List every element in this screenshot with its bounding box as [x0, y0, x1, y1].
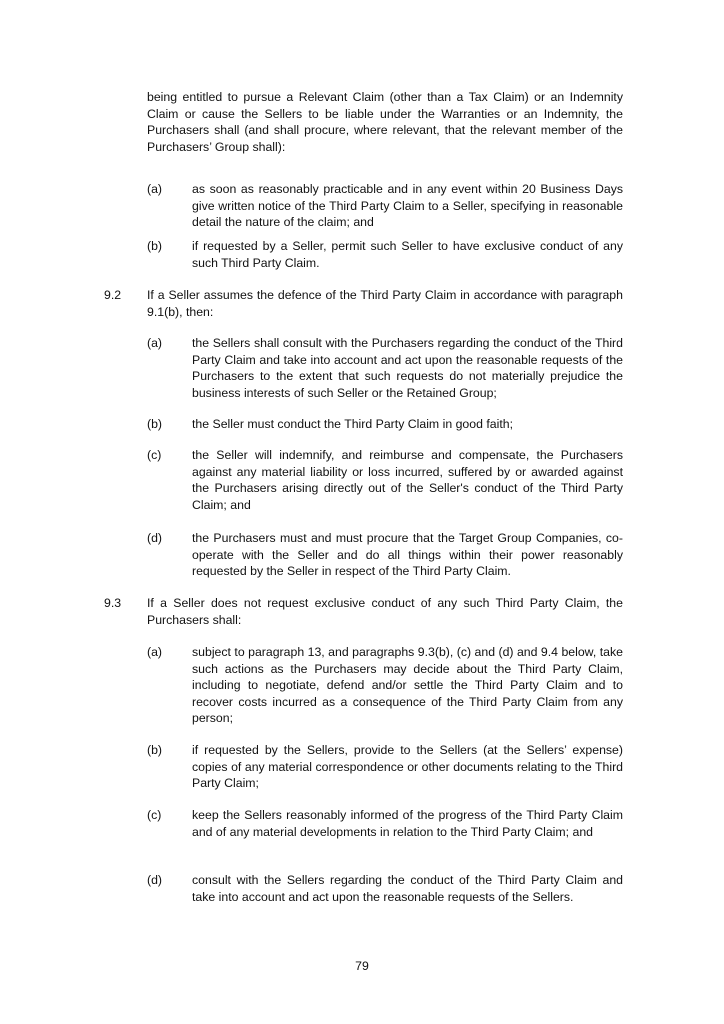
page-number: 79	[355, 959, 369, 973]
clause-9-3-item-c-text: keep the Sellers reasonably informed of the progress of the Third Party Claim and of any material developments in relation to the Third Party Claim; and	[192, 808, 623, 839]
clause-9-2-item-d-label: (d)	[147, 531, 163, 545]
intro-item-b-text: if requested by a Seller, permit such Seller to have exclusive conduct of any such Third Party Claim.	[192, 239, 623, 270]
clause-9-3-item-a-label: (a)	[147, 645, 163, 659]
clause-9-3-text: If a Seller does not request exclusive conduct of any such Third Party Claim, the Purchasers shall:	[147, 596, 623, 627]
intro-item-a-text: as soon as reasonably practicable and in any event within 20 Business Days give written notice of the Third Party Claim to a Seller, specifying in reasonable detail the nature of the claim; and	[192, 182, 623, 230]
clause-9-2-item-c-label: (c)	[147, 448, 162, 462]
clause-9-2-item-a-text: the Sellers shall consult with the Purchasers regarding the conduct of the Third Party Claim and take into account and act upon the reasonable requests of the Purchasers to the extent that such requests do not materially prejudice the business interests of such Seller or the Retained Group;	[192, 336, 623, 400]
clause-9-3-item-b-label: (b)	[147, 743, 163, 757]
clause-9-3-item-c-label: (c)	[147, 808, 162, 822]
intro-paragraph: being entitled to pursue a Relevant Claim (other than a Tax Claim) or an Indemnity Claim or cause the Sellers to be liable under the Warranties or an Indemnity, the Purchasers shall (and shall procure, where relevant, that the relevant member of the Purchasers’ Group shall):	[147, 90, 623, 154]
clause-9-3-item-d-label: (d)	[147, 873, 163, 887]
clause-9-2-item-b-text: the Seller must conduct the Third Party Claim in good faith;	[192, 417, 514, 431]
clause-9-2-item-c-text: the Seller will indemnify, and reimburse and compensate, the Purchasers against any material liability or loss incurred, suffered by or awarded against the Purchasers arising directly out of the Seller's conduct of the Third Party Claim; and	[192, 448, 623, 512]
clause-9-2-item-b-label: (b)	[147, 417, 163, 431]
clause-9-2-text: If a Seller assumes the defence of the Third Party Claim in accordance with paragraph 9.1(b), then:	[147, 288, 623, 319]
clause-9-2-item-d-text: the Purchasers must and must procure that the Target Group Companies, co-operate with the Seller and do all things within their power reasonably requested by the Seller in respect of the Third Party Claim.	[192, 531, 623, 579]
clause-9-3-item-d-text: consult with the Sellers regarding the conduct of the Third Party Claim and take into account and act upon the reasonable requests of the Sellers.	[192, 873, 623, 904]
clause-9-3-item-b-text: if requested by the Sellers, provide to the Sellers (at the Sellers’ expense) copies of any material correspondence or other documents relating to the Third Party Claim;	[192, 743, 623, 791]
intro-item-a-label: (a)	[147, 182, 163, 196]
clause-9-3-number: 9.3	[104, 596, 122, 610]
intro-item-b-label: (b)	[147, 239, 163, 253]
clause-9-2-item-a-label: (a)	[147, 336, 163, 350]
clause-9-2-number: 9.2	[104, 288, 122, 302]
clause-9-3-item-a-text: subject to paragraph 13, and paragraphs 9.3(b), (c) and (d) and 9.4 below, take such actions as the Purchasers may decide about the Third Party Claim, including to negotiate, defend and/or settle the Third Party Claim and to recover costs incurred as a consequence of the Third Party Claim from any person;	[192, 645, 623, 726]
